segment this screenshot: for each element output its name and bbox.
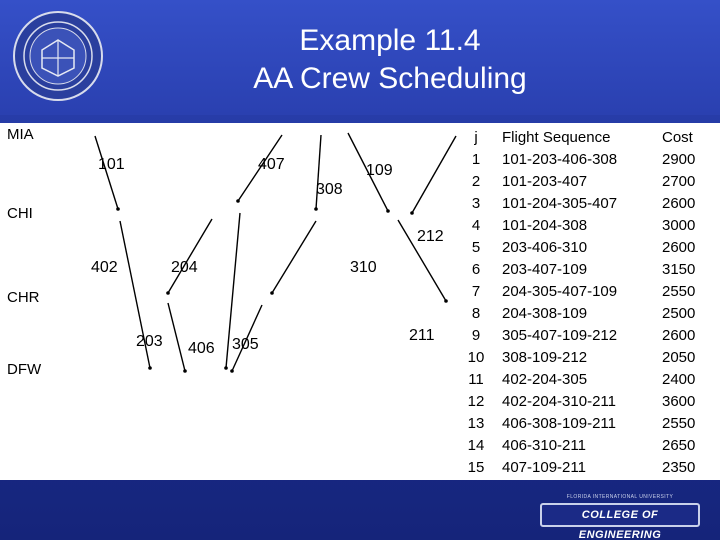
flight-end-406	[224, 366, 228, 370]
city-label-chi: CHI	[7, 205, 33, 222]
cell-cost: 2550	[662, 415, 696, 432]
flight-end-203	[183, 369, 187, 373]
city-label-dfw: DFW	[7, 361, 42, 378]
cell-j: 9	[471, 327, 481, 344]
table-row	[462, 237, 720, 259]
table-row	[462, 303, 720, 325]
university-seal-icon	[12, 10, 104, 102]
cell-j: 3	[471, 195, 481, 212]
flight-network-diagram	[0, 123, 460, 480]
cell-cost: 2900	[662, 151, 696, 168]
cell-j: 11	[468, 371, 484, 388]
cell-flight-sequence: 101-203-406-308	[502, 151, 618, 168]
cell-flight-sequence: 406-308-109-211	[502, 415, 616, 432]
flight-label-101: 101	[98, 156, 125, 173]
flight-label-308: 308	[316, 181, 343, 198]
flight-end-101	[116, 207, 120, 211]
flight-end-211	[444, 299, 448, 303]
flight-label-402: 402	[91, 259, 118, 276]
table-row	[462, 325, 720, 347]
flight-end-402	[148, 366, 152, 370]
table-header-row	[462, 127, 720, 149]
city-label-mia: MIA	[7, 126, 34, 143]
table-row	[462, 435, 720, 457]
flight-end-305	[230, 369, 234, 373]
cell-flight-sequence: 101-204-308	[502, 217, 588, 234]
table-row	[462, 193, 720, 215]
cell-cost: 2350	[662, 459, 696, 476]
cell-flight-sequence: 402-204-305	[502, 371, 588, 388]
flight-label-109: 109	[366, 162, 393, 179]
cell-j: 4	[471, 217, 481, 234]
table-row	[462, 413, 720, 435]
cell-cost: 2500	[662, 305, 696, 322]
cell-j: 8	[471, 305, 481, 322]
cell-cost: 3000	[662, 217, 696, 234]
flight-line-204	[168, 219, 212, 293]
flight-label-407: 407	[258, 156, 285, 173]
table-row	[462, 171, 720, 193]
cell-flight-sequence: 203-406-310	[502, 239, 588, 256]
header-j: j	[474, 129, 478, 146]
flight-label-310: 310	[350, 259, 377, 276]
table-row	[462, 259, 720, 281]
flight-end-204	[166, 291, 170, 295]
slide-title-line-2: AA Crew Scheduling	[253, 62, 527, 95]
cell-flight-sequence: 406-310-211	[502, 437, 586, 454]
cell-j: 12	[467, 393, 485, 410]
flight-end-407	[236, 199, 240, 203]
flight-line-203	[168, 303, 185, 371]
table-row	[462, 347, 720, 369]
flight-end-308	[314, 207, 318, 211]
college-logo: COLLEGE OF ENGINEERING	[540, 503, 700, 527]
table-row	[462, 391, 720, 413]
cell-cost: 2600	[662, 327, 696, 344]
flight-line-310	[272, 221, 316, 293]
cell-flight-sequence: 204-305-407-109	[502, 283, 618, 300]
flight-sequence-table	[462, 127, 720, 479]
cell-flight-sequence: 305-407-109-212	[502, 327, 618, 344]
cell-flight-sequence: 203-407-109	[502, 261, 588, 278]
cell-cost: 2600	[662, 195, 696, 212]
cell-cost: 2650	[662, 437, 696, 454]
cell-cost: 3150	[662, 261, 696, 278]
cell-j: 1	[471, 151, 481, 168]
flight-label-305: 305	[232, 336, 259, 353]
cell-j: 13	[467, 415, 485, 432]
table-body	[462, 149, 720, 479]
cell-j: 14	[467, 437, 485, 454]
cell-j: 2	[471, 173, 481, 190]
flight-end-212	[410, 211, 414, 215]
flight-label-203: 203	[136, 333, 163, 350]
cell-flight-sequence: 204-308-109	[502, 305, 588, 322]
cell-cost: 2050	[662, 349, 696, 366]
header-flight-sequence: Flight Sequence	[502, 129, 611, 146]
cell-cost: 2700	[662, 173, 696, 190]
cell-j: 5	[471, 239, 481, 256]
flight-line-212	[412, 136, 456, 213]
slide-title-line-1: Example 11.4	[299, 24, 481, 57]
cell-flight-sequence: 407-109-211	[502, 459, 586, 476]
table-row	[462, 281, 720, 303]
flight-label-211: 211	[409, 327, 435, 344]
flight-end-109	[386, 209, 390, 213]
table-row	[462, 457, 720, 479]
flight-label-204: 204	[171, 259, 198, 276]
table-row	[462, 369, 720, 391]
cell-cost: 2600	[662, 239, 696, 256]
cell-j: 15	[467, 459, 485, 476]
content-panel	[0, 123, 720, 480]
cell-flight-sequence: 308-109-212	[502, 349, 588, 366]
cell-j: 6	[471, 261, 481, 278]
cell-flight-sequence: 402-204-310-211	[502, 393, 616, 410]
flight-label-212: 212	[417, 228, 444, 245]
flight-end-310	[270, 291, 274, 295]
cell-j: 10	[467, 349, 485, 366]
cell-cost: 3600	[662, 393, 696, 410]
flight-label-406: 406	[188, 340, 215, 357]
city-label-chr: CHR	[7, 289, 40, 306]
table-row	[462, 215, 720, 237]
header-cost: Cost	[662, 129, 693, 146]
cell-cost: 2400	[662, 371, 696, 388]
cell-j: 7	[471, 283, 481, 300]
cell-cost: 2550	[662, 283, 696, 300]
cell-flight-sequence: 101-204-305-407	[502, 195, 618, 212]
cell-flight-sequence: 101-203-407	[502, 173, 588, 190]
logo-university-text: FLORIDA INTERNATIONAL UNIVERSITY	[566, 494, 674, 500]
table-row	[462, 149, 720, 171]
